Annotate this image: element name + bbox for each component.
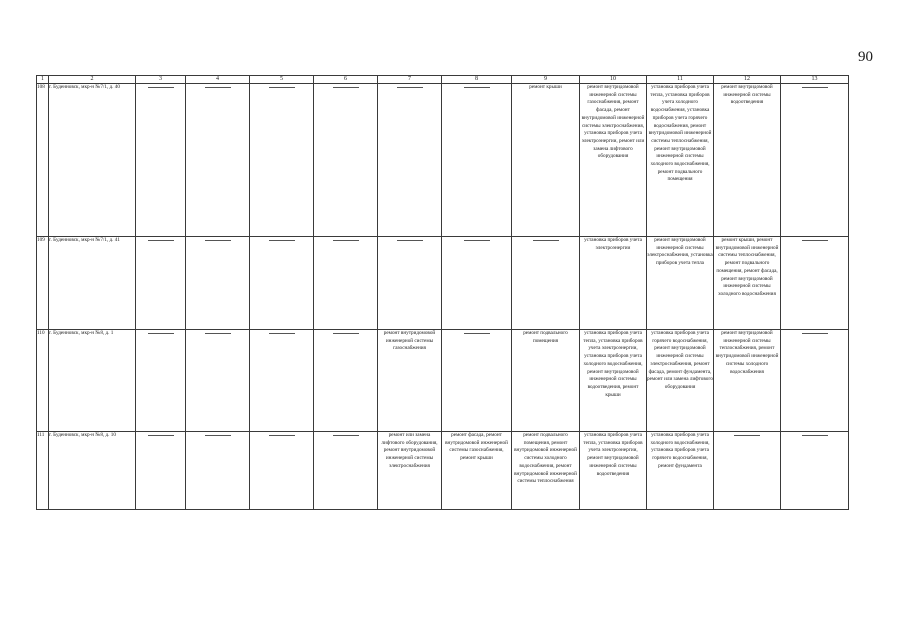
address-cell: г. Буденновск, мкр-н №8, д. 1	[49, 330, 136, 432]
empty-dash	[269, 333, 295, 334]
work-cell: ремонт подвального помещения	[512, 330, 580, 432]
empty-dash	[802, 435, 828, 436]
address-cell: г. Буденновск, мкр-н №8, д. 10	[49, 432, 136, 510]
column-header: 6	[314, 76, 378, 84]
work-cell: установка приборов учета тепла, установка приборов учета электроэнергии, ремонт внутридомовой инженерной системы водоотведения	[580, 432, 647, 510]
work-cell	[314, 432, 378, 510]
empty-dash	[148, 87, 174, 88]
work-cell	[314, 237, 378, 330]
table-row	[37, 432, 849, 510]
empty-dash	[333, 240, 359, 241]
empty-dash	[333, 87, 359, 88]
empty-dash	[148, 435, 174, 436]
work-cell	[378, 237, 442, 330]
work-cell	[136, 237, 186, 330]
work-cell	[378, 84, 442, 237]
repair-schedule-table	[36, 75, 849, 510]
empty-dash	[333, 333, 359, 334]
work-cell: ремонт внутридомовой инженерной системы газоснабжения, ремонт фасада, ремонт внутридомовой инженерной системы электроснабжения, установка приборов учета электроэнергии, ремонт или замена лифтового оборудования	[580, 84, 647, 237]
column-header: 10	[580, 76, 647, 84]
work-cell	[250, 330, 314, 432]
table-row	[37, 84, 849, 237]
work-cell	[442, 84, 512, 237]
work-cell: установка приборов учета тепла, установка приборов учета электроэнергии, установка приборов учета холодного водоснабжения, ремонт внутридомовой инженерной системы водоотведения, ремонт крыши	[580, 330, 647, 432]
empty-dash	[802, 333, 828, 334]
column-header: 13	[781, 76, 849, 84]
work-cell: ремонт внутридомовой инженерной системы теплоснабжения, ремонт внутридомовой инженерной системы холодного водоснабжения	[714, 330, 781, 432]
work-cell	[250, 237, 314, 330]
work-cell	[186, 84, 250, 237]
row-number: 109	[37, 237, 49, 330]
work-cell: ремонт крыши	[512, 84, 580, 237]
empty-dash	[734, 435, 760, 436]
empty-dash	[333, 435, 359, 436]
work-cell: ремонт подвального помещения, ремонт внутридомовой инженерной системы холодного водоснабжения, ремонт внутридомовой инженерной системы теплоснабжения	[512, 432, 580, 510]
empty-dash	[269, 87, 295, 88]
work-cell: установка приборов учета электроэнергии	[580, 237, 647, 330]
table-row	[37, 237, 849, 330]
work-cell	[781, 330, 849, 432]
empty-dash	[205, 435, 231, 436]
column-header: 11	[647, 76, 714, 84]
column-number-row	[37, 76, 849, 84]
row-number: 110	[37, 330, 49, 432]
address-cell: г. Буденновск, мкр-н №7/1, д. 41	[49, 237, 136, 330]
column-header: 8	[442, 76, 512, 84]
empty-dash	[802, 240, 828, 241]
work-cell	[186, 330, 250, 432]
empty-dash	[464, 240, 490, 241]
empty-dash	[269, 435, 295, 436]
column-header: 4	[186, 76, 250, 84]
column-header: 5	[250, 76, 314, 84]
work-cell	[442, 330, 512, 432]
work-cell: ремонт фасада, ремонт внутридомовой инженерной системы газоснабжения, ремонт крыши	[442, 432, 512, 510]
empty-dash	[397, 87, 423, 88]
work-cell: ремонт или замена лифтового оборудования, ремонт внутридомовой инженерной системы электроснабжения	[378, 432, 442, 510]
empty-dash	[205, 240, 231, 241]
work-cell	[781, 84, 849, 237]
column-header: 1	[37, 76, 49, 84]
empty-dash	[397, 240, 423, 241]
empty-dash	[802, 87, 828, 88]
address-cell: г. Буденновск, мкр-н №7/1, д. 40	[49, 84, 136, 237]
table-row	[37, 330, 849, 432]
column-header: 7	[378, 76, 442, 84]
empty-dash	[464, 87, 490, 88]
column-header: 3	[136, 76, 186, 84]
row-number: 108	[37, 84, 49, 237]
column-header: 2	[49, 76, 136, 84]
work-cell	[186, 432, 250, 510]
work-cell: ремонт внутридомовой инженерной системы газоснабжения	[378, 330, 442, 432]
table-body	[37, 84, 849, 510]
work-cell	[512, 237, 580, 330]
column-header: 9	[512, 76, 580, 84]
empty-dash	[269, 240, 295, 241]
work-cell	[136, 432, 186, 510]
work-cell	[136, 84, 186, 237]
empty-dash	[148, 333, 174, 334]
work-cell	[314, 84, 378, 237]
work-cell: установка приборов учета горячего водоснабжения, ремонт внутридомовой инженерной системы электроснабжения, ремонт фасада, ремонт фундамента, ремонт или замена лифтового оборудования	[647, 330, 714, 432]
work-cell	[250, 432, 314, 510]
work-cell	[186, 237, 250, 330]
work-cell: установка приборов учета холодного водоснабжения, установка приборов учета горячего водоснабжения, ремонт фундамента	[647, 432, 714, 510]
column-header: 12	[714, 76, 781, 84]
work-cell	[136, 330, 186, 432]
empty-dash	[533, 240, 559, 241]
work-cell	[442, 237, 512, 330]
work-cell: ремонт внутридомовой инженерной системы водоотведения	[714, 84, 781, 237]
work-cell	[781, 237, 849, 330]
empty-dash	[148, 240, 174, 241]
page-number: 90	[858, 49, 873, 65]
empty-dash	[205, 333, 231, 334]
row-number: 111	[37, 432, 49, 510]
work-cell	[250, 84, 314, 237]
empty-dash	[205, 87, 231, 88]
work-cell: ремонт внутридомовой инженерной системы электроснабжения, установка приборов учета тепла	[647, 237, 714, 330]
work-cell: установка приборов учета тепла, установка приборов учета холодного водоснабжения, установка приборов учета горячего водоснабжения, ремонт внутридомовой инженерной системы теплоснабжения, ремонт внутридомовой инженерной системы холодного водоснабжения, ремонт подвального помещения	[647, 84, 714, 237]
empty-dash	[464, 333, 490, 334]
work-cell: ремонт крыши, ремонт внутридомовой инженерной системы теплоснабжения, ремонт подвального помещения, ремонт фасада, ремонт внутридомовой инженерной системы холодного водоснабжения	[714, 237, 781, 330]
work-cell	[781, 432, 849, 510]
work-cell	[314, 330, 378, 432]
work-cell	[714, 432, 781, 510]
